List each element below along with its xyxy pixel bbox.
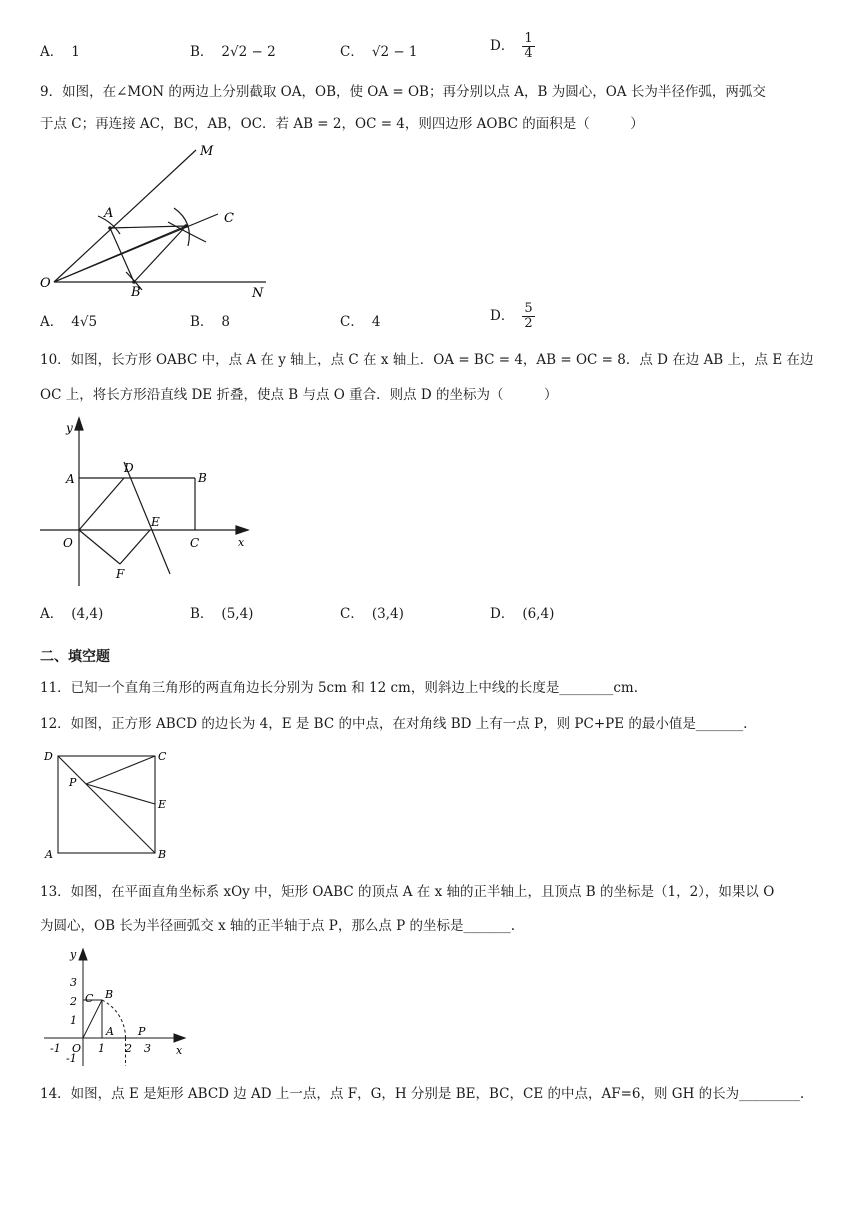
q10-option-a[interactable]: A． (4,4) xyxy=(40,606,104,622)
q9-text-line1: 9．如图，在∠MON 的两边上分别截取 OA，OB，使 OA = OB；再分别以点 A，B 为圆心，OA 长为半径作弧，两弧交 xyxy=(40,84,766,100)
q8-option-c[interactable]: C． √2 − 1 xyxy=(340,44,418,60)
fraction: $\frac{5}{2}$ xyxy=(524,301,533,331)
label-p: P xyxy=(69,776,77,789)
q13-figure xyxy=(40,944,190,1068)
q14-text: 14．如图，点 E 是矩形 ABCD 边 AD 上一点，点 F，G，H 分别是 BE，BC，CE 的中点，AF=6，则 GH 的长为_________. xyxy=(40,1086,805,1102)
label-o: O xyxy=(63,536,73,550)
q8-option-b[interactable]: B． 2√2 − 2 xyxy=(190,44,276,60)
label-m: M xyxy=(200,144,214,159)
q13-text-line2: 为圆心，OB 长为半径画弧交 x 轴的正半轴于点 P，那么点 P 的坐标是_______. xyxy=(40,918,516,934)
label-y: y xyxy=(70,948,77,961)
q11-text: 11．已知一个直角三角形的两直角边长分别为 5cm 和 12 cm，则斜边上中线的长度是________cm. xyxy=(40,680,638,696)
label-y: y xyxy=(66,421,73,435)
tick-y-neg1: -1 xyxy=(66,1052,77,1065)
label-o: O xyxy=(72,1042,82,1055)
y-axis-arrow xyxy=(79,949,87,960)
x-axis-arrow xyxy=(174,1034,185,1042)
tick-x-2: 2 xyxy=(125,1042,132,1055)
q9-option-c[interactable]: C． 4 xyxy=(340,314,381,330)
q9-option-d[interactable]: D． $\frac{5}{2}$ xyxy=(490,301,533,331)
q10-option-b[interactable]: B． (5,4) xyxy=(190,606,254,622)
q9-option-b[interactable]: B． 8 xyxy=(190,314,231,330)
label-b: B xyxy=(131,285,141,300)
q13-text-line1: 13．如图，在平面直角坐标系 xOy 中，矩形 OABC 的顶点 A 在 x 轴的正半轴上，且顶点 B 的坐标是（1，2），如果以 O xyxy=(40,884,775,900)
label-a: A xyxy=(66,472,75,486)
label-b: B xyxy=(105,988,114,1001)
label-c: C xyxy=(224,211,234,226)
tick-x-1: 1 xyxy=(98,1042,105,1055)
segment-bc xyxy=(134,226,186,282)
q12-figure xyxy=(40,746,180,864)
q8-option-a[interactable]: A． 1 xyxy=(40,44,80,60)
tick-y-3: 3 xyxy=(70,976,77,989)
q10-text-line2: OC 上，将长方形沿直线 DE 折叠，使点 B 与点 O 重合．则点 D 的坐标为（ ） xyxy=(40,387,558,403)
q10-figure xyxy=(40,416,260,590)
q9-text-line2: 于点 C；再连接 AC，BC，AB，OC．若 AB = 2，OC = 4，则四边形 AOBC 的面积是（ ） xyxy=(40,116,644,132)
segment-ab xyxy=(110,228,134,282)
segment-fe xyxy=(120,530,150,564)
q9-figure xyxy=(38,142,278,304)
q10-option-d[interactable]: D． (6,4) xyxy=(490,606,555,622)
section-title: 二、填空题 xyxy=(40,649,110,665)
tick-y-2: 2 xyxy=(70,995,77,1008)
label-x: x xyxy=(238,536,245,549)
q8-option-d[interactable]: D． $\frac{1}{4}$ xyxy=(490,31,533,61)
label-b: B xyxy=(158,848,167,861)
segment-pc xyxy=(86,756,155,784)
q10-option-c[interactable]: C． (3,4) xyxy=(340,606,404,622)
label-o: O xyxy=(40,276,51,291)
label-e: E xyxy=(158,798,167,811)
label-a: A xyxy=(45,848,53,861)
label-c: C xyxy=(158,750,167,763)
label-d: D xyxy=(124,461,134,475)
y-axis-arrow xyxy=(75,418,83,430)
tick-x-3: 3 xyxy=(144,1042,151,1055)
diagonal-bd xyxy=(58,756,155,853)
label-f: F xyxy=(116,567,125,581)
tick-x-neg1: -1 xyxy=(50,1042,61,1055)
q9-option-a[interactable]: A． 4√5 xyxy=(40,314,98,330)
label-x: x xyxy=(176,1044,183,1057)
label-a: A xyxy=(104,206,114,221)
segment-od xyxy=(79,478,124,530)
label-b: B xyxy=(198,471,207,485)
fraction: $\frac{1}{4}$ xyxy=(524,31,533,61)
tick-y-1: 1 xyxy=(70,1014,77,1027)
segment-oc xyxy=(54,226,186,282)
q10-text-line1: 10．如图，长方形 OABC 中，点 A 在 y 轴上，点 C 在 x 轴上．OA = BC = 4，AB = OC = 8．点 D 在边 AB 上，点 E 在边 xyxy=(40,352,814,368)
segment-of xyxy=(79,530,120,564)
x-axis-arrow xyxy=(236,526,248,534)
label-e: E xyxy=(151,515,160,529)
segment-ob xyxy=(83,1000,102,1038)
q12-text: 12．如图，正方形 ABCD 的边长为 4，E 是 BC 的中点，在对角线 BD 上有一点 P，则 PC+PE 的最小值是_______. xyxy=(40,716,748,732)
label-n: N xyxy=(252,286,264,301)
label-p: P xyxy=(138,1025,146,1038)
label-a: A xyxy=(106,1025,114,1038)
label-c: C xyxy=(85,992,94,1005)
label-c: C xyxy=(190,536,200,550)
fold-line-de xyxy=(124,462,170,574)
label-d: D xyxy=(44,750,53,763)
